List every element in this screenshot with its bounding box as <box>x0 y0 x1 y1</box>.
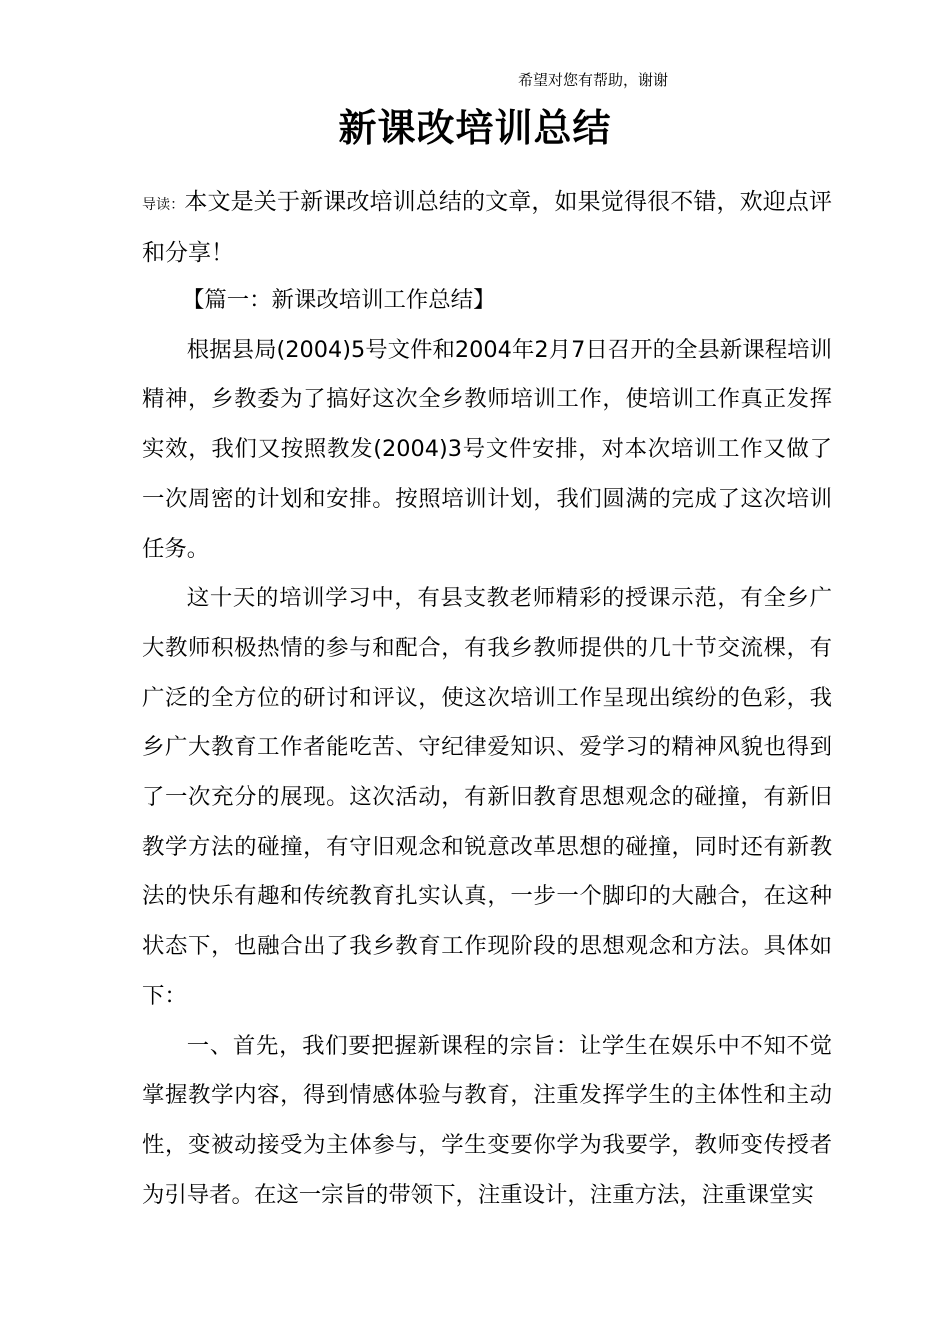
document-body <box>142 276 832 1220</box>
body-paragraph: 这十天的培训学习中，有县支教老师精彩的授课示范，有全乡广大教师积极热情的参与和配合，有我乡教师提供的几十节交流棵，有广泛的全方位的研讨和评议，使这次培训工作呈现出缤纷的色彩，我乡广大教育工作者能吃苦、守纪律爱知识、爱学习的精神风貌也得到了一次充分的展现。这次活动，有新旧教育思想观念的碰撞，有新旧教学方法的碰撞，有守旧观念和锐意改革思想的碰撞，同时还有新教法的快乐有趣和传统教育扎实认真，一步一个脚印的大融合，在这种状态下，也融合出了我乡教育工作现阶段的思想观念和方法。具体如下： <box>142 585 832 1009</box>
body-paragraph: 根据县局(2004)5号文件和2004年2月7日召开的全县新课程培训精神，乡教委为了搞好这次全乡教师培训工作，使培训工作真正发挥实效，我们又按照教发(2004)3号文件安排，对本次培训工作又做了一次周密的计划和安排。按照培训计划，我们圆满的完成了这次培训任务。 <box>142 336 832 562</box>
body-paragraph: 一、首先，我们要把握新课程的宗旨：让学生在娱乐中不知不觉掌握教学内容，得到情感体验与教育，注重发挥学生的主体性和主动性，变被动接受为主体参与，学生变要你学为我要学，教师变传授者为引导者。在这一宗旨的带领下，注重设计，注重方法，注重课堂实 <box>142 1032 832 1208</box>
header-note: 希望对您有帮助，谢谢 <box>518 71 669 89</box>
lead-label: 导读： <box>142 197 185 213</box>
lead-paragraph <box>142 178 832 277</box>
section-heading: 【篇一：新课改培训工作总结】 <box>182 287 496 313</box>
document-title: 新课改培训总结 <box>338 106 612 150</box>
lead-text: 本文是关于新课改培训总结的文章，如果觉得很不错，欢迎点评和分享！ <box>142 189 833 266</box>
